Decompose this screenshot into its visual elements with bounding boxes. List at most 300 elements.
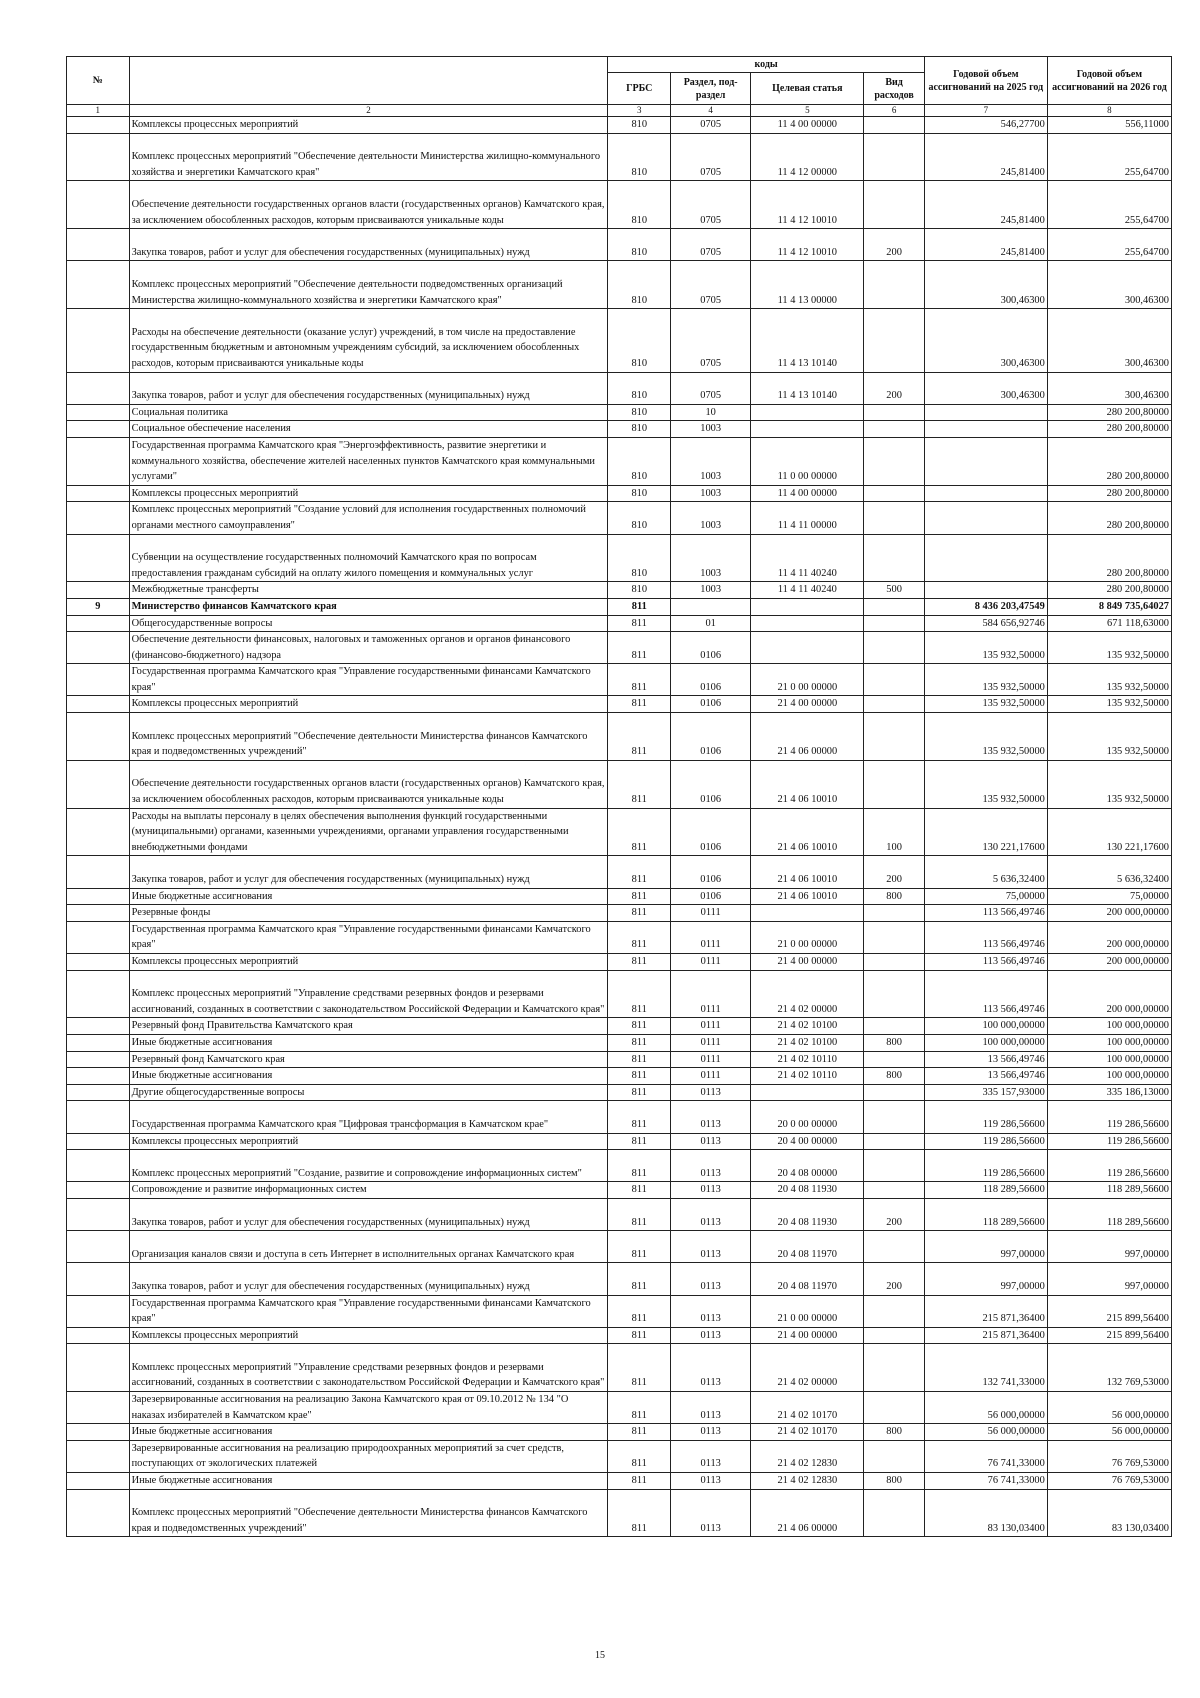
col-header-2025: Годовой объем ассигнований на 2025 год — [924, 57, 1047, 105]
row-razdel: 0113 — [671, 1295, 751, 1327]
row-grbs: 810 — [608, 309, 671, 372]
row-amount-2025: 215 871,36400 — [924, 1295, 1047, 1327]
row-razdel: 0106 — [671, 856, 751, 888]
row-razdel: 0113 — [671, 1392, 751, 1424]
col-header-codes: коды — [608, 57, 924, 73]
row-vid — [864, 921, 924, 953]
table-row — [67, 1295, 1172, 1327]
row-tselevaya: 21 4 06 10010 — [751, 856, 864, 888]
row-vid — [864, 1344, 924, 1392]
row-number — [67, 1084, 130, 1101]
row-amount-2025: 300,46300 — [924, 261, 1047, 309]
row-grbs: 811 — [608, 1084, 671, 1101]
row-number — [67, 1489, 130, 1537]
row-razdel: 0113 — [671, 1327, 751, 1344]
row-razdel: 1003 — [671, 437, 751, 485]
row-amount-2025: 245,81400 — [924, 181, 1047, 229]
row-number — [67, 1182, 130, 1199]
row-grbs: 811 — [608, 1489, 671, 1537]
row-number — [67, 437, 130, 485]
row-vid — [864, 1327, 924, 1344]
row-vid: 500 — [864, 582, 924, 599]
row-amount-2025: 8 436 203,47549 — [924, 598, 1047, 615]
row-name: Государственная программа Камчатского края "Управление государственными финансами Камчатского края" — [129, 1295, 608, 1327]
row-razdel: 1003 — [671, 582, 751, 599]
row-amount-2025: 119 286,56600 — [924, 1150, 1047, 1182]
table-row — [67, 1084, 1172, 1101]
row-grbs: 810 — [608, 372, 671, 404]
row-amount-2026: 119 286,56600 — [1047, 1133, 1171, 1150]
row-name: Обеспечение деятельности государственных органов власти (государственных органов) Камчатского края, за исключением обособленных расходов, которым присваиваются уникальные коды — [129, 760, 608, 808]
row-tselevaya: 21 4 02 10170 — [751, 1392, 864, 1424]
table-row — [67, 372, 1172, 404]
row-tselevaya: 20 4 00 00000 — [751, 1133, 864, 1150]
row-number — [67, 1231, 130, 1263]
row-tselevaya: 20 4 08 11930 — [751, 1198, 864, 1230]
row-tselevaya — [751, 615, 864, 632]
row-amount-2025: 335 157,93000 — [924, 1084, 1047, 1101]
row-amount-2026: 76 769,53000 — [1047, 1440, 1171, 1472]
table-row — [67, 421, 1172, 438]
row-grbs: 811 — [608, 1473, 671, 1490]
row-number — [67, 1344, 130, 1392]
row-razdel: 0113 — [671, 1182, 751, 1199]
row-grbs: 811 — [608, 713, 671, 761]
row-name: Комплекс процессных мероприятий "Обеспечение деятельности Министерства жилищно-коммунального хозяйства и энергетики Камчатского края" — [129, 133, 608, 181]
row-name: Комплекс процессных мероприятий "Обеспечение деятельности Министерства финансов Камчатского края и подведомственных учреждений" — [129, 713, 608, 761]
row-number — [67, 696, 130, 713]
row-amount-2026: 130 221,17600 — [1047, 808, 1171, 856]
row-number — [67, 808, 130, 856]
row-vid — [864, 485, 924, 502]
row-number — [67, 404, 130, 421]
row-amount-2025 — [924, 582, 1047, 599]
row-number — [67, 1295, 130, 1327]
row-number — [67, 261, 130, 309]
col-number: 7 — [924, 105, 1047, 117]
row-name: Сопровождение и развитие информационных систем — [129, 1182, 608, 1199]
row-amount-2026: 280 200,80000 — [1047, 421, 1171, 438]
row-amount-2026: 76 769,53000 — [1047, 1473, 1171, 1490]
row-grbs: 811 — [608, 696, 671, 713]
row-amount-2025: 56 000,00000 — [924, 1424, 1047, 1441]
row-amount-2026: 135 932,50000 — [1047, 696, 1171, 713]
table-row — [67, 1198, 1172, 1230]
row-tselevaya: 21 4 06 00000 — [751, 1489, 864, 1537]
row-amount-2025: 119 286,56600 — [924, 1101, 1047, 1133]
col-header-2026: Годовой объем ассигнований на 2026 год — [1047, 57, 1171, 105]
row-grbs: 811 — [608, 1182, 671, 1199]
row-grbs: 811 — [608, 954, 671, 971]
table-row — [67, 485, 1172, 502]
row-vid — [864, 1101, 924, 1133]
row-vid — [864, 615, 924, 632]
column-number-row — [67, 105, 1172, 117]
row-number — [67, 760, 130, 808]
row-grbs: 811 — [608, 1150, 671, 1182]
row-tselevaya: 21 0 00 00000 — [751, 664, 864, 696]
row-amount-2026: 100 000,00000 — [1047, 1018, 1171, 1035]
row-name: Комплексы процессных мероприятий — [129, 954, 608, 971]
table-body — [67, 117, 1172, 1537]
row-razdel: 0106 — [671, 808, 751, 856]
row-name: Зарезервированные ассигнования на реализацию природоохранных мероприятий за счет средств, поступающих от экологических платежей — [129, 1440, 608, 1472]
row-razdel: 0111 — [671, 905, 751, 922]
row-name: Межбюджетные трансферты — [129, 582, 608, 599]
table-row — [67, 1051, 1172, 1068]
row-amount-2025: 113 566,49746 — [924, 954, 1047, 971]
row-grbs: 810 — [608, 261, 671, 309]
row-grbs: 810 — [608, 534, 671, 582]
row-tselevaya — [751, 632, 864, 664]
row-name: Комплексы процессных мероприятий — [129, 485, 608, 502]
row-amount-2026: 132 769,53000 — [1047, 1344, 1171, 1392]
row-amount-2026: 200 000,00000 — [1047, 921, 1171, 953]
row-amount-2025: 245,81400 — [924, 229, 1047, 261]
row-name: Резервные фонды — [129, 905, 608, 922]
row-razdel: 0113 — [671, 1424, 751, 1441]
row-grbs: 811 — [608, 1263, 671, 1295]
row-vid: 200 — [864, 229, 924, 261]
row-amount-2026: 280 200,80000 — [1047, 404, 1171, 421]
row-vid — [864, 502, 924, 534]
row-tselevaya: 21 4 00 00000 — [751, 1327, 864, 1344]
row-grbs: 810 — [608, 229, 671, 261]
row-number — [67, 133, 130, 181]
row-number — [67, 1018, 130, 1035]
row-tselevaya: 11 4 11 40240 — [751, 534, 864, 582]
row-tselevaya — [751, 404, 864, 421]
row-vid — [864, 1295, 924, 1327]
col-number: 6 — [864, 105, 924, 117]
row-name: Иные бюджетные ассигнования — [129, 1473, 608, 1490]
row-razdel: 0111 — [671, 1018, 751, 1035]
col-number: 8 — [1047, 105, 1171, 117]
row-razdel: 0111 — [671, 1051, 751, 1068]
table-row — [67, 534, 1172, 582]
row-amount-2025: 13 566,49746 — [924, 1051, 1047, 1068]
row-grbs: 811 — [608, 808, 671, 856]
row-tselevaya: 21 4 02 10110 — [751, 1051, 864, 1068]
row-vid: 800 — [864, 1035, 924, 1052]
row-number — [67, 117, 130, 134]
row-name: Резервный фонд Правительства Камчатского края — [129, 1018, 608, 1035]
row-number — [67, 954, 130, 971]
row-grbs: 811 — [608, 1051, 671, 1068]
row-vid: 200 — [864, 1263, 924, 1295]
col-header-name — [129, 57, 608, 105]
row-number — [67, 582, 130, 599]
row-razdel: 0111 — [671, 921, 751, 953]
row-amount-2025: 300,46300 — [924, 309, 1047, 372]
row-amount-2025: 300,46300 — [924, 372, 1047, 404]
row-amount-2026: 75,00000 — [1047, 888, 1171, 905]
col-header-num: № — [67, 57, 130, 105]
row-name: Обеспечение деятельности финансовых, налоговых и таможенных органов и органов финансового (финансово-бюджетного) надзора — [129, 632, 608, 664]
row-razdel: 0111 — [671, 954, 751, 971]
row-razdel: 1003 — [671, 485, 751, 502]
row-number — [67, 856, 130, 888]
row-amount-2025: 119 286,56600 — [924, 1133, 1047, 1150]
row-number — [67, 372, 130, 404]
row-razdel: 0113 — [671, 1473, 751, 1490]
row-tselevaya: 21 4 02 12830 — [751, 1440, 864, 1472]
row-tselevaya: 21 4 06 10010 — [751, 760, 864, 808]
row-tselevaya: 21 4 02 12830 — [751, 1473, 864, 1490]
row-amount-2025 — [924, 485, 1047, 502]
row-amount-2026: 997,00000 — [1047, 1231, 1171, 1263]
table-row — [67, 713, 1172, 761]
row-razdel: 0106 — [671, 888, 751, 905]
row-amount-2025: 56 000,00000 — [924, 1392, 1047, 1424]
row-vid — [864, 437, 924, 485]
row-vid — [864, 1489, 924, 1537]
row-amount-2025 — [924, 502, 1047, 534]
table-row — [67, 1344, 1172, 1392]
row-amount-2026: 135 932,50000 — [1047, 760, 1171, 808]
row-amount-2026: 255,64700 — [1047, 181, 1171, 229]
table-row — [67, 632, 1172, 664]
table-row — [67, 1489, 1172, 1537]
row-tselevaya: 21 4 00 00000 — [751, 696, 864, 713]
table-row — [67, 502, 1172, 534]
row-amount-2026: 300,46300 — [1047, 261, 1171, 309]
table-row — [67, 954, 1172, 971]
row-razdel: 0113 — [671, 1101, 751, 1133]
col-header-razdel: Раздел, под-раздел — [671, 73, 751, 105]
row-razdel: 10 — [671, 404, 751, 421]
row-amount-2026: 119 286,56600 — [1047, 1101, 1171, 1133]
row-tselevaya: 21 4 02 10100 — [751, 1018, 864, 1035]
table-row — [67, 921, 1172, 953]
row-amount-2026: 100 000,00000 — [1047, 1068, 1171, 1085]
row-tselevaya: 11 0 00 00000 — [751, 437, 864, 485]
row-name: Комплексы процессных мероприятий — [129, 117, 608, 134]
row-amount-2026: 8 849 735,64027 — [1047, 598, 1171, 615]
row-number: 9 — [67, 598, 130, 615]
row-razdel: 0705 — [671, 309, 751, 372]
header-row-1 — [67, 57, 1172, 73]
row-vid — [864, 421, 924, 438]
row-name: Расходы на обеспечение деятельности (оказание услуг) учреждений, в том числе на предоставление государственным бюджетным и автономным учреждениям субсидий, за исключением обособленных расходов, которым присваиваются уникальные коды — [129, 309, 608, 372]
row-vid — [864, 598, 924, 615]
row-amount-2025: 5 636,32400 — [924, 856, 1047, 888]
row-tselevaya: 21 4 06 10010 — [751, 888, 864, 905]
table-row — [67, 664, 1172, 696]
row-tselevaya: 11 4 13 00000 — [751, 261, 864, 309]
row-grbs: 811 — [608, 1018, 671, 1035]
row-name: Комплексы процессных мероприятий — [129, 1327, 608, 1344]
row-razdel: 0113 — [671, 1344, 751, 1392]
row-vid — [864, 1018, 924, 1035]
row-name: Комплекс процессных мероприятий "Обеспечение деятельности Министерства финансов Камчатского края и подведомственных учреждений" — [129, 1489, 608, 1537]
row-amount-2026: 200 000,00000 — [1047, 954, 1171, 971]
row-amount-2026: 118 289,56600 — [1047, 1198, 1171, 1230]
row-tselevaya — [751, 421, 864, 438]
row-vid — [864, 696, 924, 713]
row-name: Иные бюджетные ассигнования — [129, 1424, 608, 1441]
row-amount-2026: 215 899,56400 — [1047, 1327, 1171, 1344]
row-tselevaya: 20 4 08 11970 — [751, 1263, 864, 1295]
row-razdel: 01 — [671, 615, 751, 632]
row-tselevaya: 21 4 00 00000 — [751, 954, 864, 971]
row-amount-2025: 13 566,49746 — [924, 1068, 1047, 1085]
row-name: Государственная программа Камчатского края "Управление государственными финансами Камчатского края" — [129, 664, 608, 696]
row-razdel: 0106 — [671, 760, 751, 808]
table-row — [67, 1182, 1172, 1199]
row-grbs: 811 — [608, 888, 671, 905]
row-amount-2026: 280 200,80000 — [1047, 485, 1171, 502]
row-tselevaya: 21 4 02 00000 — [751, 970, 864, 1018]
row-vid — [864, 954, 924, 971]
row-grbs: 810 — [608, 117, 671, 134]
row-amount-2025: 997,00000 — [924, 1263, 1047, 1295]
row-tselevaya: 21 4 06 10010 — [751, 808, 864, 856]
row-amount-2026: 135 932,50000 — [1047, 632, 1171, 664]
row-name: Закупка товаров, работ и услуг для обеспечения государственных (муниципальных) нужд — [129, 1263, 608, 1295]
row-tselevaya: 20 4 08 11970 — [751, 1231, 864, 1263]
row-vid — [864, 1051, 924, 1068]
row-amount-2025: 76 741,33000 — [924, 1440, 1047, 1472]
row-number — [67, 905, 130, 922]
row-number — [67, 1068, 130, 1085]
row-number — [67, 664, 130, 696]
row-tselevaya: 11 4 12 00000 — [751, 133, 864, 181]
row-number — [67, 502, 130, 534]
row-amount-2025: 118 289,56600 — [924, 1182, 1047, 1199]
row-name: Министерство финансов Камчатского края — [129, 598, 608, 615]
row-razdel: 0106 — [671, 696, 751, 713]
row-vid: 800 — [864, 1068, 924, 1085]
row-tselevaya: 11 4 11 40240 — [751, 582, 864, 599]
table-row — [67, 1424, 1172, 1441]
row-grbs: 810 — [608, 404, 671, 421]
row-vid — [864, 1182, 924, 1199]
row-vid: 800 — [864, 1473, 924, 1490]
row-razdel: 0705 — [671, 133, 751, 181]
row-razdel: 0113 — [671, 1150, 751, 1182]
row-number — [67, 1035, 130, 1052]
row-number — [67, 632, 130, 664]
row-grbs: 811 — [608, 1198, 671, 1230]
row-grbs: 811 — [608, 1392, 671, 1424]
col-header-grbs: ГРБС — [608, 73, 671, 105]
table-row — [67, 1068, 1172, 1085]
row-number — [67, 1473, 130, 1490]
row-razdel: 0113 — [671, 1440, 751, 1472]
table-row — [67, 598, 1172, 615]
row-razdel: 1003 — [671, 502, 751, 534]
row-vid — [864, 133, 924, 181]
row-vid: 200 — [864, 1198, 924, 1230]
table-row — [67, 970, 1172, 1018]
row-vid — [864, 1133, 924, 1150]
row-amount-2026: 556,11000 — [1047, 117, 1171, 134]
row-vid: 800 — [864, 888, 924, 905]
row-grbs: 810 — [608, 421, 671, 438]
row-amount-2025: 76 741,33000 — [924, 1473, 1047, 1490]
row-razdel: 0705 — [671, 229, 751, 261]
row-tselevaya: 11 4 00 00000 — [751, 117, 864, 134]
col-number: 3 — [608, 105, 671, 117]
row-amount-2026: 280 200,80000 — [1047, 534, 1171, 582]
table-row — [67, 261, 1172, 309]
table-row — [67, 1101, 1172, 1133]
table-row — [67, 760, 1172, 808]
row-tselevaya — [751, 905, 864, 922]
col-number: 1 — [67, 105, 130, 117]
row-tselevaya: 21 0 00 00000 — [751, 1295, 864, 1327]
row-amount-2025: 135 932,50000 — [924, 760, 1047, 808]
row-vid — [864, 905, 924, 922]
table-row — [67, 808, 1172, 856]
row-name: Организация каналов связи и доступа в сеть Интернет в исполнительных органах Камчатского края — [129, 1231, 608, 1263]
row-name: Иные бюджетные ассигнования — [129, 1035, 608, 1052]
row-amount-2026: 200 000,00000 — [1047, 905, 1171, 922]
row-number — [67, 888, 130, 905]
col-number: 5 — [751, 105, 864, 117]
row-amount-2026: 255,64700 — [1047, 133, 1171, 181]
row-vid — [864, 309, 924, 372]
row-number — [67, 421, 130, 438]
row-tselevaya: 21 4 02 10110 — [751, 1068, 864, 1085]
row-number — [67, 1327, 130, 1344]
row-amount-2026: 300,46300 — [1047, 372, 1171, 404]
row-grbs: 811 — [608, 1231, 671, 1263]
table-row — [67, 888, 1172, 905]
row-grbs: 811 — [608, 1068, 671, 1085]
row-name: Общегосударственные вопросы — [129, 615, 608, 632]
row-amount-2026: 56 000,00000 — [1047, 1424, 1171, 1441]
row-amount-2025 — [924, 421, 1047, 438]
row-number — [67, 1392, 130, 1424]
table-row — [67, 229, 1172, 261]
row-grbs: 811 — [608, 598, 671, 615]
row-grbs: 810 — [608, 181, 671, 229]
row-amount-2026: 280 200,80000 — [1047, 582, 1171, 599]
table-row — [67, 309, 1172, 372]
row-grbs: 811 — [608, 1344, 671, 1392]
row-number — [67, 485, 130, 502]
row-razdel: 0113 — [671, 1489, 751, 1537]
row-amount-2026: 5 636,32400 — [1047, 856, 1171, 888]
row-amount-2025: 584 656,92746 — [924, 615, 1047, 632]
table-row — [67, 856, 1172, 888]
table-row — [67, 1392, 1172, 1424]
row-razdel: 0113 — [671, 1263, 751, 1295]
row-grbs: 811 — [608, 1133, 671, 1150]
page-number: 15 — [595, 1650, 605, 1661]
row-amount-2025: 215 871,36400 — [924, 1327, 1047, 1344]
table-row — [67, 615, 1172, 632]
row-tselevaya: 20 4 08 11930 — [751, 1182, 864, 1199]
row-vid: 200 — [864, 856, 924, 888]
row-name: Иные бюджетные ассигнования — [129, 888, 608, 905]
table-row — [67, 1327, 1172, 1344]
row-vid — [864, 261, 924, 309]
row-tselevaya: 11 4 11 00000 — [751, 502, 864, 534]
row-amount-2025: 132 741,33000 — [924, 1344, 1047, 1392]
row-tselevaya: 11 4 00 00000 — [751, 485, 864, 502]
budget-table-sheet — [66, 56, 1172, 1537]
row-name: Иные бюджетные ассигнования — [129, 1068, 608, 1085]
col-header-tselevaya: Целевая статья — [751, 73, 864, 105]
row-grbs: 811 — [608, 1440, 671, 1472]
row-grbs: 810 — [608, 582, 671, 599]
row-name: Расходы на выплаты персоналу в целях обеспечения выполнения функций государственными (муниципальными) органами, казенными учреждениями, органами управления государственными внебюджетными фондами — [129, 808, 608, 856]
row-amount-2026: 118 289,56600 — [1047, 1182, 1171, 1199]
row-tselevaya: 11 4 12 10010 — [751, 229, 864, 261]
